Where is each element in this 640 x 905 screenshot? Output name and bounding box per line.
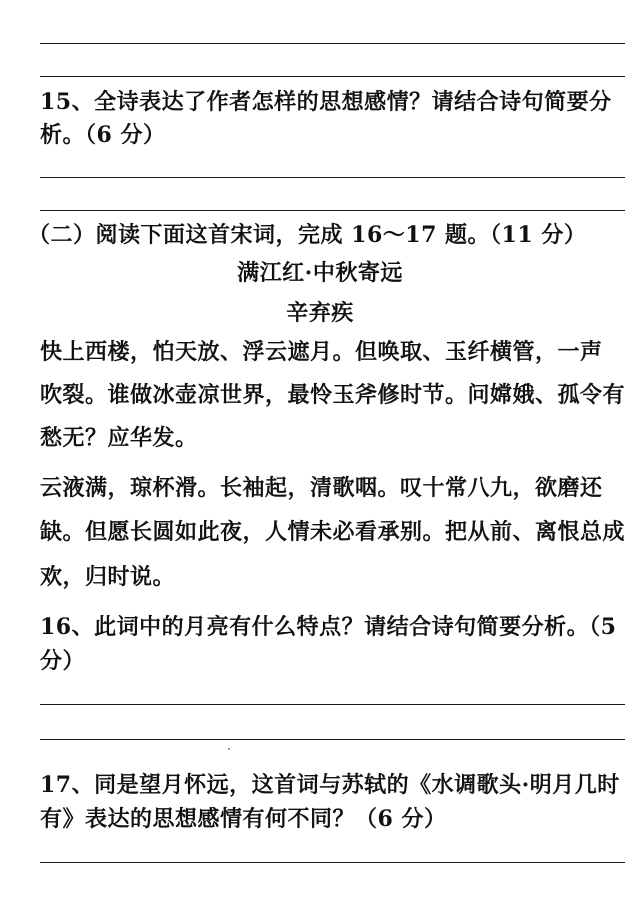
poem-line: 云液满，琼杯滑。长袖起，清歌咽。叹十常八九，欲磨还 (40, 475, 603, 501)
poem-author: 辛弃疾 (286, 300, 354, 326)
poem-line: 缺。但愿长圆如此夜，人情未必看承别。把从前、离恨总成 (40, 519, 626, 545)
q16-text-line1: 16、此词中的月亮有什么特点？请结合诗句简要分析。（5 (40, 614, 617, 640)
answer-line (40, 739, 625, 740)
answer-line (40, 43, 625, 44)
section-heading: （二）阅读下面这首宋词，完成 16～17 题。（11 分） (28, 222, 587, 248)
q17-text-line2: 有》表达的思想感情有何不同？（6 分） (40, 806, 447, 832)
answer-line (40, 76, 625, 77)
q15-text-line1: 15、全诗表达了作者怎样的思想感情？请结合诗句简要分 (40, 89, 612, 115)
answer-line (40, 862, 625, 863)
poem-line: 快上西楼，怕天放、浮云遮月。但唤取、玉纤横管，一声 (40, 339, 603, 365)
scan-speck (228, 748, 230, 750)
q15-text-line2: 析。（6 分） (40, 122, 166, 148)
answer-line (40, 177, 625, 178)
poem-line: 欢，归时说。 (40, 564, 176, 590)
answer-line (40, 210, 625, 211)
poem-line: 愁无？应华发。 (40, 425, 198, 451)
q17-text-line1: 17、同是望月怀远，这首词与苏轼的《水调歌头·明月几时 (40, 772, 620, 798)
poem-title: 满江红·中秋寄远 (237, 260, 403, 286)
q16-text-line2: 分） (40, 648, 86, 674)
poem-line: 吹裂。谁做冰壶凉世界，最怜玉斧修时节。问嫦娥、孤令有 (40, 382, 626, 408)
answer-line (40, 704, 625, 705)
